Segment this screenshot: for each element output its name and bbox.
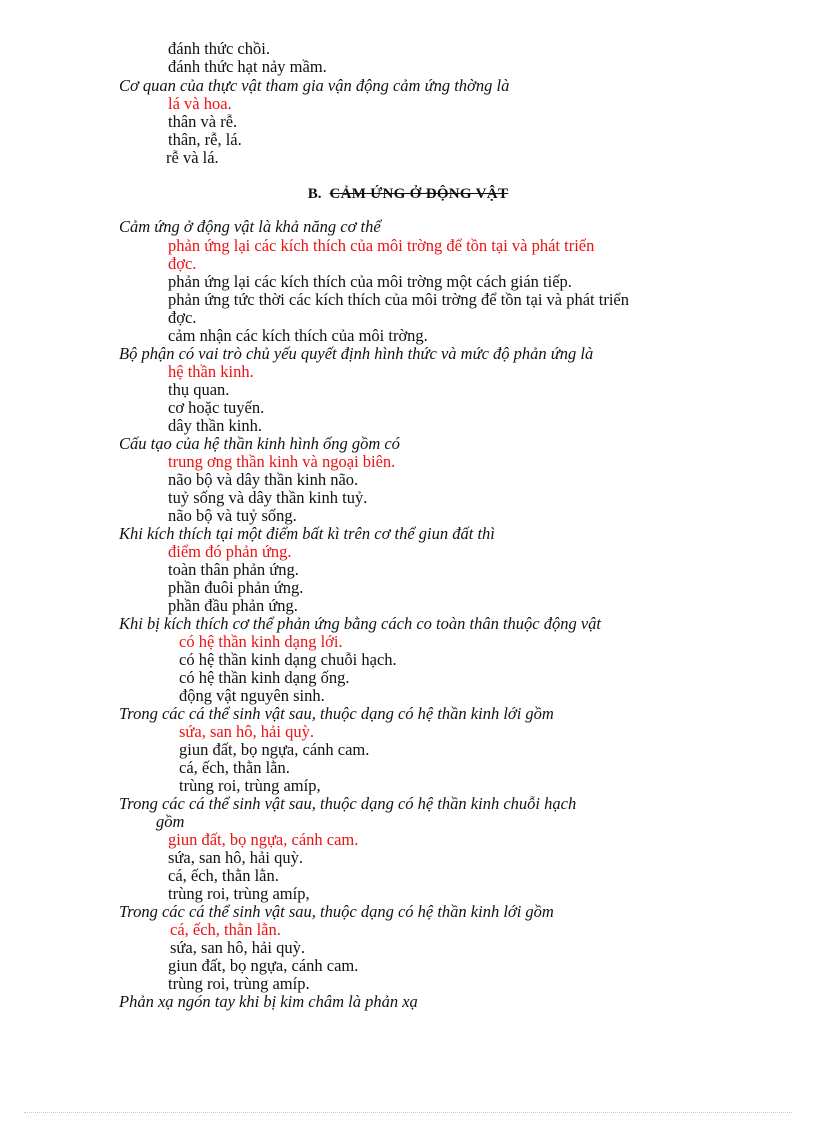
- question-text: Cảm ứng ở động vật là khả năng cơ thể: [119, 217, 381, 236]
- answer-option: phản ứng lại các kích thích của môi trờng một cách gián tiếp.: [168, 272, 572, 291]
- answer-option: động vật nguyên sinh.: [179, 686, 325, 705]
- answer-option: đánh thức hạt nảy mầm.: [168, 57, 327, 76]
- answer-option: não bộ và tuỷ sống.: [168, 506, 297, 525]
- answer-option-correct: giun đất, bọ ngựa, cánh cam.: [168, 830, 359, 849]
- answer-option: sứa, san hô, hải quỳ.: [168, 848, 303, 867]
- answer-option: có hệ thần kinh dạng chuỗi hạch.: [179, 650, 397, 669]
- section-title: CẢM ỨNG Ở ĐỘNG VẬT: [329, 186, 509, 202]
- answer-option-correct: điểm đó phản ứng.: [168, 542, 292, 561]
- answer-option: đánh thức chồi.: [168, 39, 270, 58]
- answer-option: sứa, san hô, hải quỳ.: [170, 938, 305, 957]
- answer-option: thân và rễ.: [168, 112, 238, 131]
- answer-option: rễ và lá.: [166, 148, 219, 167]
- answer-option: cá, ếch, thằn lằn.: [168, 866, 279, 885]
- question-text: Trong các cá thể sinh vật sau, thuộc dạng có hệ thần kinh chuỗi hạch: [119, 794, 577, 813]
- page-bottom-border: [24, 1112, 792, 1113]
- answer-option: não bộ và dây thần kinh não.: [168, 470, 359, 489]
- question-text: Phản xạ ngón tay khi bị kim châm là phản xạ: [119, 992, 418, 1011]
- answer-option: trùng roi, trùng amíp.: [168, 974, 310, 993]
- answer-option-correct: hệ thần kinh.: [168, 362, 254, 381]
- answer-option: đợc.: [168, 308, 197, 327]
- answer-option: giun đất, bọ ngựa, cánh cam.: [168, 956, 359, 975]
- answer-option-correct: có hệ thần kinh dạng lới.: [179, 632, 343, 651]
- question-text: Trong các cá thể sinh vật sau, thuộc dạng có hệ thần kinh lới gồm: [119, 902, 554, 921]
- answer-option: thụ quan.: [168, 380, 230, 399]
- section-number: B.: [307, 186, 322, 202]
- answer-option: trùng roi, trùng amíp,: [179, 776, 321, 795]
- question-text-continued: gồm: [156, 812, 185, 831]
- question-text: Trong các cá thể sinh vật sau, thuộc dạng có hệ thần kinh lới gồm: [119, 704, 554, 723]
- answer-option: phần đuôi phản ứng.: [168, 578, 304, 597]
- answer-option-correct: lá và hoa.: [168, 94, 232, 113]
- question-text: Khi bị kích thích cơ thể phản ứng bằng cách co toàn thân thuộc động vật: [119, 614, 602, 633]
- answer-option: có hệ thần kinh dạng ống.: [179, 668, 350, 687]
- answer-option: phản ứng tức thời các kích thích của môi trờng để tồn tại và phát triển: [168, 290, 629, 309]
- answer-option-correct: trung ơng thần kinh và ngoại biên.: [168, 452, 396, 471]
- answer-option-correct: đợc.: [168, 254, 197, 273]
- answer-option: cảm nhận các kích thích của môi trờng.: [168, 326, 428, 345]
- question-text: Khi kích thích tại một điểm bất kì trên cơ thể giun đất thì: [119, 524, 495, 543]
- section-heading: [0, 185, 816, 203]
- answer-option-correct: phản ứng lại các kích thích của môi trờng để tồn tại và phát triển: [168, 236, 595, 255]
- question-text: Cơ quan của thực vật tham gia vận động cảm ứng thờng là: [119, 76, 510, 95]
- answer-option: trùng roi, trùng amíp,: [168, 884, 310, 903]
- answer-option: phần đầu phản ứng.: [168, 596, 298, 615]
- answer-option: tuỷ sống và dây thần kinh tuỷ.: [168, 488, 368, 507]
- answer-option-correct: cá, ếch, thằn lằn.: [170, 920, 281, 939]
- answer-option: giun đất, bọ ngựa, cánh cam.: [179, 740, 370, 759]
- answer-option: cá, ếch, thằn lằn.: [179, 758, 290, 777]
- answer-option: thân, rễ, lá.: [168, 130, 242, 149]
- answer-option: dây thần kinh.: [168, 416, 262, 435]
- question-text: Bộ phận có vai trò chủ yếu quyết định hình thức và mức độ phản ứng là: [119, 344, 594, 363]
- answer-option-correct: sứa, san hô, hải quỳ.: [179, 722, 314, 741]
- question-text: Cấu tạo của hệ thần kinh hình ống gồm có: [119, 434, 400, 453]
- answer-option: cơ hoặc tuyến.: [168, 398, 265, 417]
- answer-option: toàn thân phản ứng.: [168, 560, 299, 579]
